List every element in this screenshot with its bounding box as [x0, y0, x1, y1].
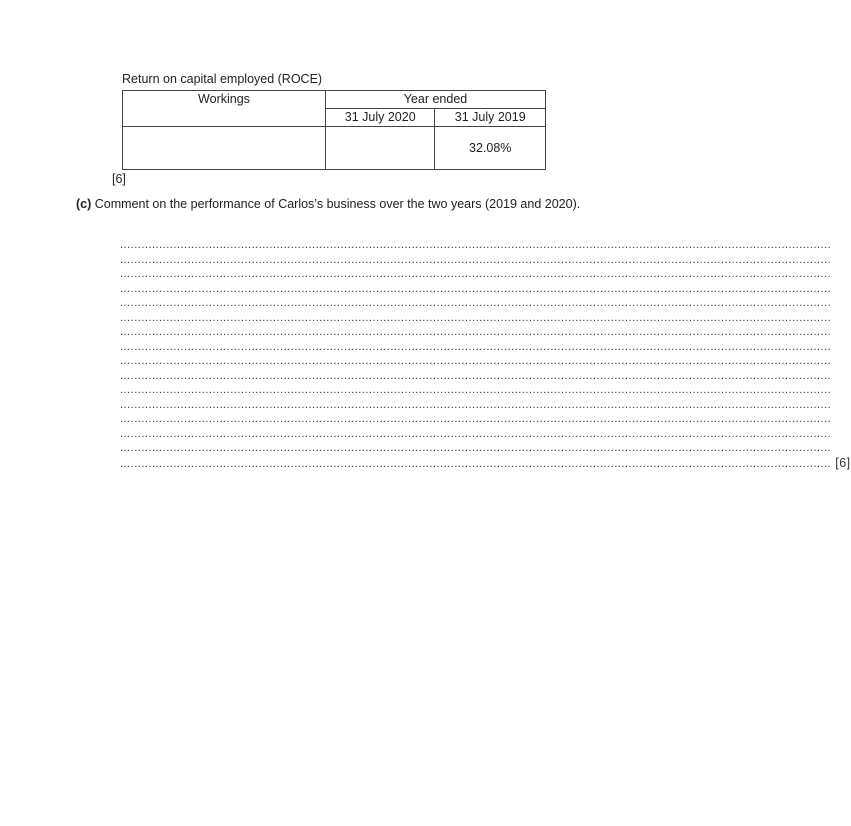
answer-line[interactable]: ........................................................................................................................................................................................................ [120, 355, 832, 367]
answer-line[interactable]: ........................................................................................................................................................................................................ [120, 369, 832, 382]
answer-line[interactable]: ........................................................................................................................................................................................................ [120, 311, 832, 324]
roce-table [122, 90, 546, 170]
col-2019-header: 31 July 2019 [435, 109, 546, 127]
answer-line[interactable]: ........................................................................................................................................................................................................ [120, 239, 832, 251]
question-c [76, 197, 580, 211]
answer-line[interactable]: ........................................................................................................................................................................................................ [120, 340, 832, 353]
value-2019-cell: 32.08% [435, 127, 546, 170]
answer-line[interactable]: ........................................................................................................................................................................................................ [120, 282, 832, 295]
roce-title: Return on capital employed (ROCE) [122, 72, 323, 86]
answer-line[interactable]: ........................................................................................................................................................................................................ [120, 268, 832, 280]
answer-line[interactable]: ........................................................................................................................................................................................................ [120, 413, 832, 425]
answer-line[interactable]: ........................................................................................................................................................................................................ [120, 384, 832, 396]
roce-marks: [6] [112, 172, 126, 186]
question-c-label: (c) [76, 197, 92, 211]
year-ended-header: Year ended [325, 91, 545, 109]
answer-line[interactable]: ........................................................................................................................................................................................................ [120, 398, 832, 411]
question-c-text: Comment on the performance of Carlos’s business over the two years (2019 and 2020). [94, 197, 581, 211]
answer-line-dots: ........................................................................................................................................................................................................ [120, 457, 832, 470]
workings-cell[interactable] [123, 127, 326, 170]
answer-line-last[interactable] [120, 455, 851, 471]
question-c-marks: [6] [835, 455, 851, 470]
answer-line[interactable]: ........................................................................................................................................................................................................ [120, 326, 832, 338]
col-2020-header: 31 July 2020 [325, 109, 434, 127]
value-2020-cell[interactable] [325, 127, 434, 170]
answer-line[interactable]: ........................................................................................................................................................................................................ [120, 427, 832, 440]
workings-header: Workings [123, 91, 326, 127]
answer-line[interactable]: ........................................................................................................................................................................................................ [120, 253, 832, 266]
answer-line[interactable]: ........................................................................................................................................................................................................ [120, 297, 832, 309]
answer-line[interactable]: ........................................................................................................................................................................................................ [120, 442, 832, 454]
answer-area[interactable] [120, 238, 851, 470]
